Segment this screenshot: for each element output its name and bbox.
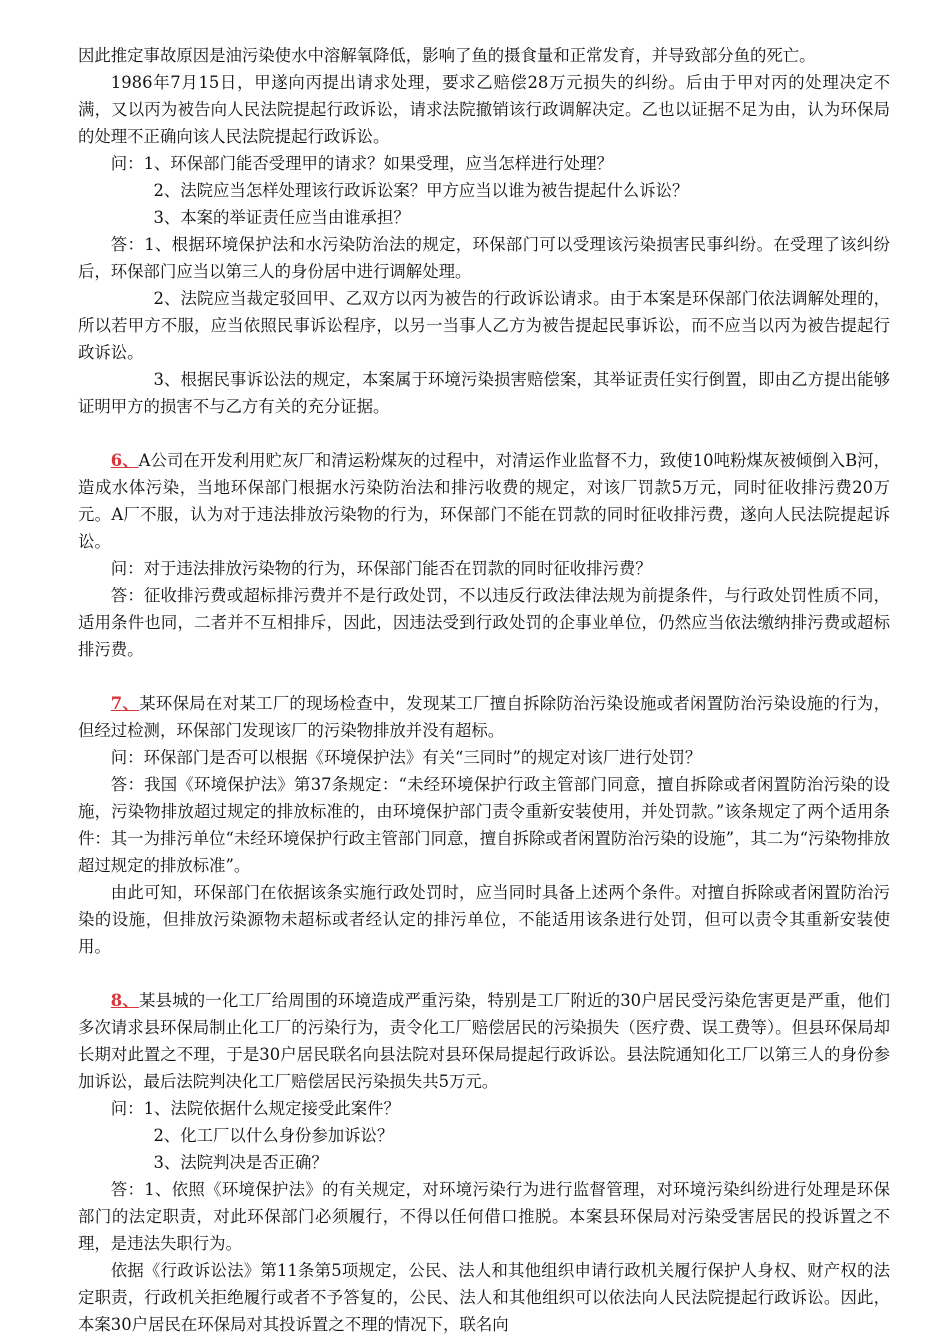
paragraph bbox=[78, 1257, 890, 1338]
paragraph-text: 问：对于违法排放污染物的行为，环保部门能否在罚款的同时征收排污费？ bbox=[110, 559, 652, 578]
paragraph-text: 答：我国《环境保护法》第37条规定：“未经环境保护行政主管部门同意，擅自拆除或者闲置防治污染的设施，污染物排放超过规定的排放标准的，由环境保护部门责令重新安装使用，并处罚款。”该条规定了两个适用条件：其一为排污单位“未经环境保护行政主管部门同意，擅自拆除或者闲置防治污染的设施”，其二为“污染物排放超过规定的排放标准”。 bbox=[78, 775, 890, 875]
paragraph-text: 答：1、根据环境保护法和水污染防治法的规定，环保部门可以受理该污染损害民事纠纷。在受理了该纠纷后，环保部门应当以第三人的身份居中进行调解处理。 bbox=[78, 235, 890, 281]
paragraph bbox=[78, 150, 890, 177]
paragraph bbox=[78, 69, 890, 150]
paragraph bbox=[78, 366, 890, 420]
case-paragraph bbox=[78, 987, 890, 1095]
paragraph bbox=[78, 744, 890, 771]
paragraph-text: 3、根据民事诉讼法的规定，本案属于环境污染损害赔偿案，其举证责任实行倒置，即由乙方提出能够证明甲方的损害不与乙方有关的充分证据。 bbox=[78, 370, 890, 416]
paragraph-text: 3、法院判决是否正确？ bbox=[153, 1153, 328, 1172]
paragraph-text: 由此可知，环保部门在依据该条实施行政处罚时，应当同时具备上述两个条件。对擅自拆除或者闲置防治污染的设施，但排放污染源物未超标或者经认定的排污单位，不能适用该条进行处罚，但可以责令其重新安装使用。 bbox=[78, 883, 890, 956]
paragraph-text: 2、法院应当怎样处理该行政诉讼案？甲方应当以谁为被告提起什么诉讼？ bbox=[153, 181, 689, 200]
paragraph bbox=[78, 555, 890, 582]
paragraph bbox=[78, 582, 890, 663]
paragraph-text: 问：1、环保部门能否受理甲的请求？如果受理，应当怎样进行处理？ bbox=[110, 154, 613, 173]
case-number: 8、 bbox=[110, 991, 139, 1010]
paragraph-text: 答：1、依照《环境保护法》的有关规定，对环境污染行为进行监督管理，对环境污染纠纷进行处理是环保部门的法定职责，对此环保部门必须履行，不得以任何借口推脱。本案县环保局对污染受害居民的投诉置之不理，是违法失职行为。 bbox=[78, 1180, 890, 1253]
case-number: 6、 bbox=[110, 451, 139, 470]
case-number: 7、 bbox=[110, 694, 140, 713]
case-paragraph bbox=[78, 447, 890, 555]
paragraph-text: 3、本案的举证责任应当由谁承担？ bbox=[153, 208, 410, 227]
paragraph bbox=[78, 42, 890, 69]
paragraph-text: 问：1、法院依据什么规定接受此案件？ bbox=[110, 1099, 400, 1118]
paragraph-gap bbox=[78, 960, 890, 987]
paragraph-text: 依据《行政诉讼法》第11条第5项规定，公民、法人和其他组织申请行政机关履行保护人身权、财产权的法定职责，行政机关拒绝履行或者不予答复的，公民、法人和其他组织可以依法向人民法院提起行政诉讼。因此，本案30户居民在环保局对其投诉置之不理的情况下，联名向 bbox=[78, 1261, 890, 1334]
paragraph bbox=[78, 177, 890, 204]
case-paragraph bbox=[78, 690, 890, 744]
paragraph-text: 2、法院应当裁定驳回甲、乙双方以丙为被告的行政诉讼请求。由于本案是环保部门依法调解处理的，所以若甲方不服，应当依照民事诉讼程序，以另一当事人乙方为被告提起民事诉讼，而不应当以丙为被告提起行政诉讼。 bbox=[78, 289, 890, 362]
paragraph bbox=[78, 1176, 890, 1257]
paragraph-text: 1986年7月15日，甲遂向丙提出请求处理，要求乙赔偿28万元损失的纠纷。后由于甲对丙的处理决定不满，又以丙为被告向人民法院提起行政诉讼，请求法院撤销该行政调解决定。乙也以证据不足为由，认为环保局的处理不正确向该人民法院提起行政诉讼。 bbox=[78, 73, 890, 146]
paragraph bbox=[78, 771, 890, 879]
paragraph-text: 2、化工厂以什么身份参加诉讼？ bbox=[153, 1126, 394, 1145]
paragraph-gap bbox=[78, 663, 890, 690]
paragraph-text: 某环保局在对某工厂的现场检查中，发现某工厂擅自拆除防治污染设施或者闲置防治污染设施的行为，但经过检测，环保部门发现该厂的污染物排放并没有超标。 bbox=[78, 694, 891, 740]
paragraph-gap bbox=[78, 420, 890, 447]
document-body bbox=[78, 42, 890, 1338]
paragraph-text: 某县城的一化工厂给周围的环境造成严重污染，特别是工厂附近的30户居民受污染危害更是严重，他们多次请求县环保局制止化工厂的污染行为，责令化工厂赔偿居民的污染损失（医疗费、误工费等）。但县环保局却长期对此置之不理，于是30户居民联名向县法院对县环保局提起行政诉讼。县法院通知化工厂以第三人的身份参加诉讼，最后法院判决化工厂赔偿居民污染损失共5万元。 bbox=[78, 991, 890, 1091]
paragraph bbox=[78, 1095, 890, 1122]
paragraph-text: 因此推定事故原因是油污染使水中溶解氧降低，影响了鱼的摄食量和正常发育，并导致部分鱼的死亡。 bbox=[78, 46, 816, 65]
paragraph bbox=[78, 879, 890, 960]
paragraph-text: A公司在开发利用贮灰厂和清运粉煤灰的过程中，对清运作业监督不力，致使10吨粉煤灰被倾倒入B河，造成水体污染，当地环保部门根据水污染防治法和排污收费的规定，对该厂罚款5万元，同时征收排污费20万元。A厂不服，认为对于违法排放污染物的行为，环保部门不能在罚款的同时征收排污费，遂向人民法院提起诉讼。 bbox=[78, 451, 890, 551]
paragraph bbox=[78, 1149, 890, 1176]
paragraph bbox=[78, 1122, 890, 1149]
paragraph-text: 问：环保部门是否可以根据《环境保护法》有关“三同时”的规定对该厂进行处罚？ bbox=[110, 748, 702, 767]
paragraph-text: 答：征收排污费或超标排污费并不是行政处罚，不以违反行政法律法规为前提条件，与行政处罚性质不同，适用条件也同，二者并不互相排斥，因此，因违法受到行政处罚的企事业单位，仍然应当依法缴纳排污费或超标排污费。 bbox=[78, 586, 890, 659]
paragraph bbox=[78, 285, 890, 366]
paragraph bbox=[78, 231, 890, 285]
paragraph bbox=[78, 204, 890, 231]
